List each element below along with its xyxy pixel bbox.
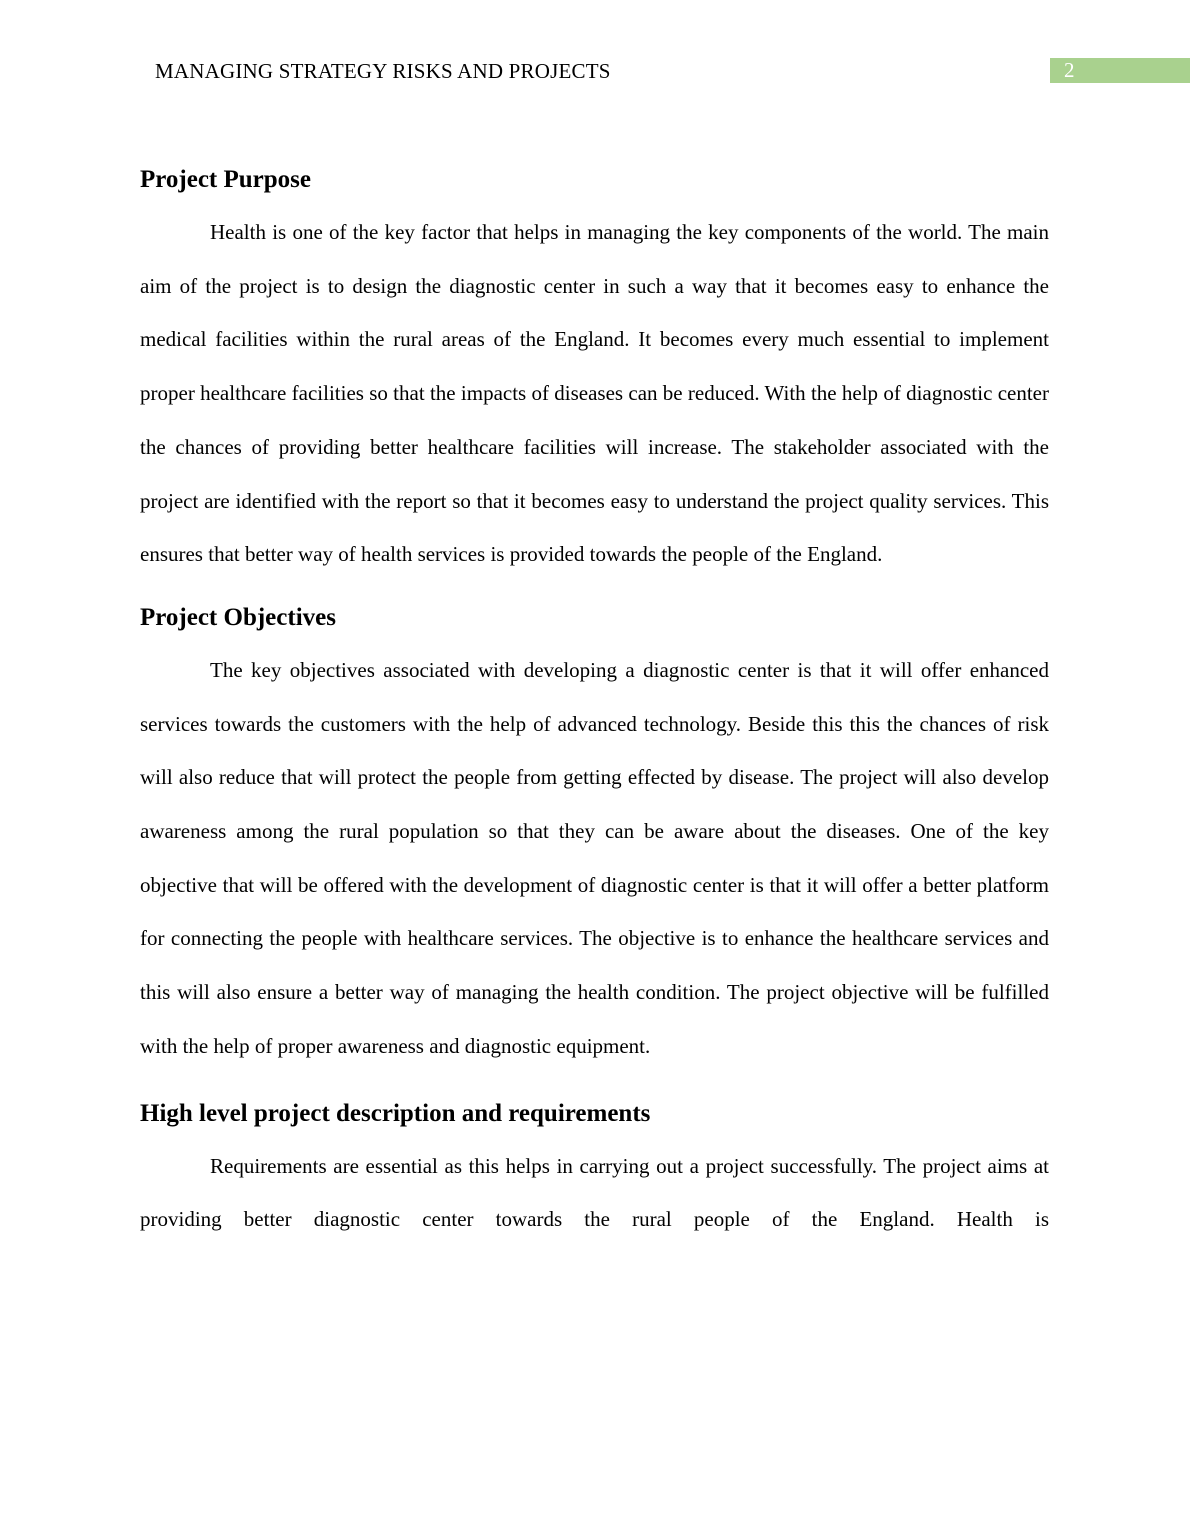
section-title-project-purpose: Project Purpose — [140, 166, 312, 193]
section-body-project-purpose: Health is one of the key factor that helps in managing the key components of the world. The main aim of the project is to design the diagnostic center in such a way that it becomes easy to enhance the medical facilities within the rural areas of the England. It becomes every much essential to implement proper healthcare facilities so that the impacts of diseases can be reduced. With the help of diagnostic center the chances of providing better healthcare facilities will increase. The stakeholder associated with the project are identified with the report so that it becomes easy to understand the project quality services. This ensures that better way of health services is provided towards the people of the England. — [140, 220, 1049, 567]
section-title-high-level-description: High level project description and requirements — [140, 1099, 651, 1127]
section-title-project-objectives: Project Objectives — [140, 603, 336, 631]
section-body-project-objectives: The key objectives associated with developing a diagnostic center is that it will offer enhanced services towards the customers with the help of advanced technology. Beside this this the chances of risk will also reduce that will protect the people from getting effected by disease. The project will also develop awareness among the rural population so that they can be aware about the diseases. One of the key objective that will be offered with the development of diagnostic center is that it will offer a better platform for connecting the people with healthcare services. The objective is to enhance the healthcare services and this will also ensure a better way of managing the health condition. The project objective will be fulfilled with the help of proper awareness and diagnostic equipment. — [140, 657, 1049, 1058]
running-head: MANAGING STRATEGY RISKS AND PROJECTS — [155, 59, 611, 83]
page-number-badge — [1050, 58, 1190, 83]
page-number: 2 — [1064, 58, 1075, 82]
document-body — [140, 158, 1049, 1247]
section-body-high-level-description: Requirements are essential as this helps in carrying out a project successfully. The project aims at providing better diagnostic center towards the rural people of the England. Health is — [140, 1153, 1049, 1232]
